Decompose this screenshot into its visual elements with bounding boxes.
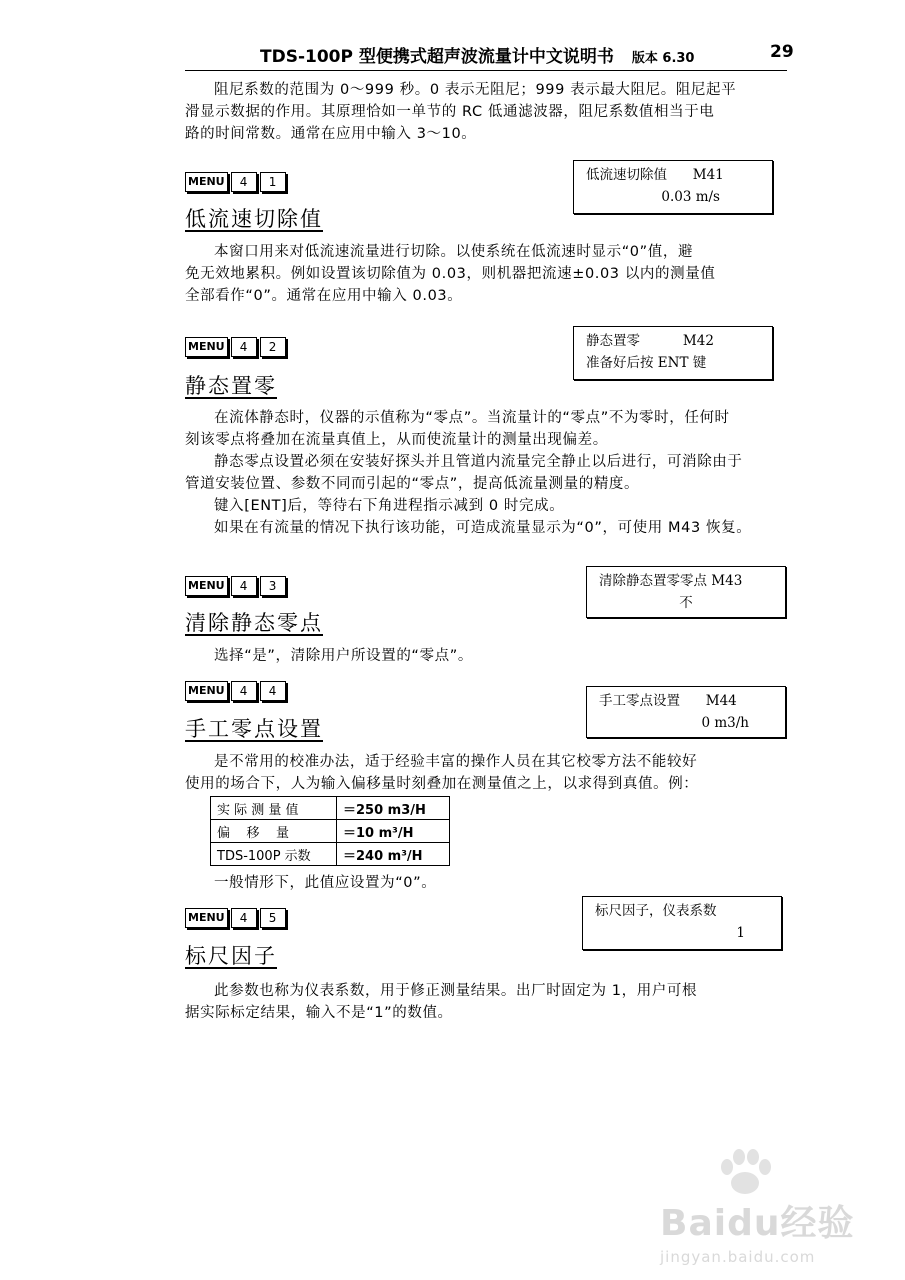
text-line: 滑显示数据的作用。其原理恰如一单节的 RC 低通滤波器，阻尼系数值相当于电: [185, 104, 715, 120]
version-label: 版本 6.30: [631, 51, 695, 66]
key-sequence-m44: [185, 681, 286, 701]
example-table: [210, 796, 450, 866]
text-line: 一般情形下，此值应设置为“0”。: [214, 875, 437, 891]
digit-key: 4: [231, 576, 257, 596]
table-cell-label: TDS-100P 示数: [211, 843, 337, 866]
lcd-line: 手工零点设置 M44: [599, 693, 737, 709]
lcd-window-m42: [573, 326, 773, 380]
table-cell-label: 偏 移 量: [211, 820, 337, 843]
watermark-brand: Baidu经验: [660, 1203, 855, 1244]
text-line: 如果在有流量的情况下执行该功能，可造成流量显示为“0”，可使用 M43 恢复。: [214, 520, 752, 536]
table-row: [211, 820, 450, 843]
digit-key: 4: [260, 681, 286, 701]
key-sequence-m41: [185, 172, 286, 192]
text-line: 本窗口用来对低流速流量进行切除。以使系统在低流速时显示“0”值，避: [214, 244, 694, 260]
digit-key: 1: [260, 172, 286, 192]
text-line: 在流体静态时，仪器的示值称为“零点”。当流量计的“零点”不为零时，任何时: [214, 410, 730, 426]
table-cell-label: 实 际 测 量 值: [211, 797, 337, 820]
lcd-line: 0 m3/h: [701, 715, 749, 731]
digit-key: 4: [231, 681, 257, 701]
section-title: 静态置零: [185, 374, 277, 398]
paw-logo-icon: [715, 1145, 775, 1200]
section-title: 手工零点设置: [185, 717, 323, 741]
lcd-line: 不: [679, 595, 693, 611]
menu-key: MENU: [185, 576, 228, 596]
digit-key: 4: [231, 908, 257, 928]
lcd-line: 准备好后按 ENT 键: [586, 355, 707, 371]
menu-key: MENU: [185, 172, 228, 192]
lcd-line: 静态置零 M42: [586, 333, 714, 349]
text-line: 全部看作“0”。通常在应用中输入 0.03。: [185, 288, 463, 304]
lcd-line: 低流速切除值 M41: [586, 167, 724, 183]
table-row: [211, 843, 450, 866]
watermark-url: jingyan.baidu.com: [660, 1248, 816, 1266]
section-paragraph: [185, 751, 790, 795]
text-line: 路的时间常数。通常在应用中输入 3～10。: [185, 126, 477, 142]
menu-key: MENU: [185, 337, 228, 357]
lcd-window-m45: [582, 896, 782, 950]
section-paragraph: [185, 241, 790, 307]
text-line: 选择“是”，清除用户所设置的“零点”。: [214, 648, 473, 664]
lcd-line: 标尺因子，仪表系数: [595, 903, 717, 919]
section-paragraph: [185, 645, 790, 667]
lcd-window-m41: [573, 160, 773, 214]
header-title: [260, 42, 694, 67]
table-cell-value: ＝10 m³/H: [337, 820, 450, 843]
section-paragraph: [185, 980, 790, 1024]
text-line: 是不常用的校准办法，适于经验丰富的操作人员在其它校零方法不能较好: [214, 754, 698, 770]
text-line: 据实际标定结果，输入不是“1”的数值。: [185, 1005, 453, 1021]
text-line: 键入[ENT]后，等待右下角进程指示减到 0 时完成。: [214, 498, 565, 514]
text-line: 阻尼系数的范围为 0～999 秒。0 表示无阻尼；999 表示最大阻尼。阻尼起平: [214, 82, 737, 98]
table-cell-value: ＝250 m3/H: [337, 797, 450, 820]
text-line: 免无效地累积。例如设置该切除值为 0.03，则机器把流速±0.03 以内的测量值: [185, 266, 716, 282]
table-row: [211, 797, 450, 820]
manual-title: TDS-100P 型便携式超声波流量计中文说明书: [260, 47, 614, 67]
digit-key: 4: [231, 172, 257, 192]
digit-key: 4: [231, 337, 257, 357]
section-title: 标尺因子: [185, 944, 277, 968]
key-sequence-m42: [185, 337, 286, 357]
lcd-line: 1: [736, 925, 745, 941]
text-line: 管道安装位置、参数不同而引起的“零点”，提高低流量测量的精度。: [185, 476, 640, 492]
text-line: 此参数也称为仪表系数，用于修正测量结果。出厂时固定为 1，用户可根: [214, 983, 698, 999]
lcd-window-m44: [586, 686, 786, 738]
after-table-note: [185, 872, 790, 894]
text-line: 刻该零点将叠加在流量真值上，从而使流量计的测量出现偏差。: [185, 432, 608, 448]
baidu-watermark: [660, 1195, 854, 1266]
lcd-window-m43: [586, 566, 786, 618]
digit-key: 5: [260, 908, 286, 928]
section-title: 清除静态零点: [185, 611, 323, 635]
table-cell-value: ＝240 m³/H: [337, 843, 450, 866]
digit-key: 3: [260, 576, 286, 596]
menu-key: MENU: [185, 908, 228, 928]
header-rule: [185, 70, 787, 71]
lcd-line: 清除静态置零零点 M43: [599, 573, 743, 589]
menu-key: MENU: [185, 681, 228, 701]
intro-paragraph: [185, 79, 790, 145]
section-title: 低流速切除值: [185, 207, 323, 231]
key-sequence-m45: [185, 908, 286, 928]
page-number: 29: [770, 42, 794, 62]
text-line: 静态零点设置必须在安装好探头并且管道内流量完全静止以后进行，可消除由于: [214, 454, 743, 470]
lcd-line: 0.03 m/s: [661, 189, 720, 205]
text-line: 使用的场合下，人为输入偏移量时刻叠加在测量值之上，以求得到真值。例：: [185, 776, 699, 792]
section-paragraph: [185, 407, 790, 539]
key-sequence-m43: [185, 576, 286, 596]
digit-key: 2: [260, 337, 286, 357]
